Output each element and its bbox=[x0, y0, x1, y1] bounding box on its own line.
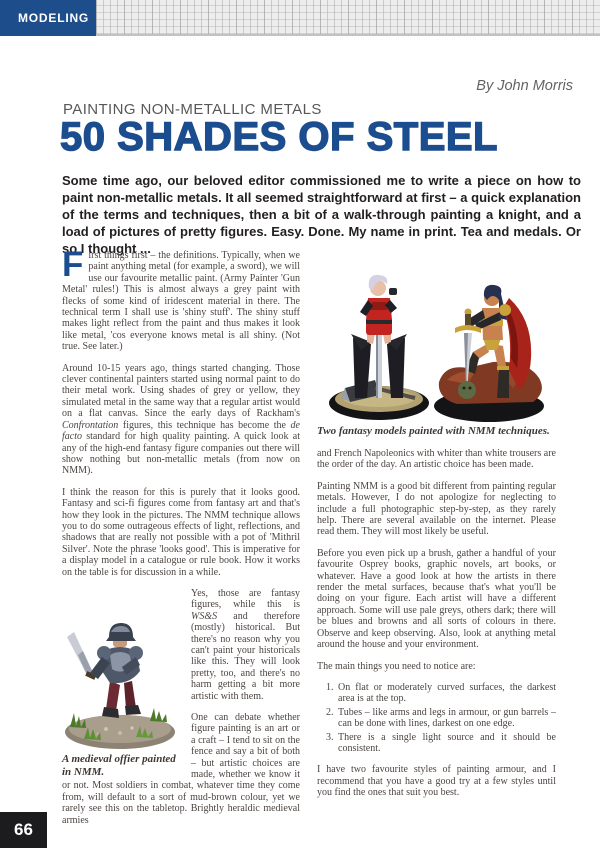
paragraph: First things first – the definitions. Typically, when we paint anything metal (for example, a sword), we will use our favourite metallic paint. (Army Painter 'Gun Metal' rules!) This is almost always a grey paint with flecks of some kind of iridescent material in there. The technical term I shall use is 'shiny stuff'. The shiny stuff makes light reflect from the paint and thus makes it look like metal, 'cos everyone knows metal is all shiny. (Not true. See later.) bbox=[62, 245, 300, 353]
right-column bbox=[317, 250, 556, 836]
paragraph: The main things you need to notice are: bbox=[317, 660, 476, 672]
section-label: MODELING bbox=[18, 11, 90, 25]
paragraph: Around 10-15 years ago, things started changing. Those clever continental painters started using normal paint to do their metal work. Using shades of grey or yellow, they simulated metal in the same way that a regular artist would on a flat canvas. Since the early days of Rackham's Confrontation figures, this technique has become the de facto standard for high quality painting. A quick look at any of the high-end fantasy figure companies out there will show nothing but non-metallic metals (from now on NMM). bbox=[62, 362, 300, 477]
page-number-box bbox=[0, 812, 47, 848]
paragraph: Before you even pick up a brush, gather a handful of your favourite Osprey books, graphic novels, art books, or whatever. Have a good look at how the artists in there render the metal surfaces, because that's what you'll be doing on your figure. Each artist will have a different approach. Some will use pale greys, others dark; there will be blues and browns and all sorts of colours in there. Observe and keep observing. Also, look at anything metal around the house and your environment. bbox=[317, 547, 556, 651]
models-photo-caption: Two fantasy models painted with NMM techniques. bbox=[317, 425, 550, 437]
knight-photo-caption: A medieval offier painted in NMM. bbox=[62, 752, 176, 778]
fantasy-models-photo bbox=[317, 250, 556, 422]
paragraph: Painting NMM is a good bit different from painting regular metals. However, I do not apologize for neglecting to include a full photographic step-by-step, as they rarely help. There are several available on the internet. Please read them. They will most likely be useful. bbox=[317, 480, 556, 538]
knight-photo-figure bbox=[62, 601, 184, 779]
list-item: 2. Tubes – like arms and legs in armour, or gun barrels – can be done with lines, darkest on one edge. bbox=[336, 707, 556, 730]
section-tab bbox=[0, 0, 96, 36]
knight-miniature-photo bbox=[62, 601, 184, 751]
kicker: PAINTING NON-METALLIC METALS bbox=[63, 101, 322, 118]
page-title: 50 SHADES OF STEEL bbox=[60, 115, 498, 159]
page-number: 66 bbox=[14, 820, 33, 839]
list-item: 1. On flat or moderately curved surfaces, the darkest area is at the top. bbox=[336, 682, 556, 705]
paragraph: One can debate whether figure painting is an art or a craft – I tend to sit on the fence and say a bit of both – but artistic choices are made, whether we know it or not. Most soldiers in combat, whatever time they come from, will default to a sort of mud-brown colour, yet we rarely see this on the tabletop. Brightly heraldic medieval armies bbox=[62, 712, 300, 826]
paragraph: I have two favourite styles of painting armour, and I recommend that you have a good try at a few styles until you find the ones that suit you best. bbox=[317, 764, 556, 799]
list-item: 3. There is a single light source and it should be consistent. bbox=[336, 732, 556, 755]
paragraph: and French Napoleonics with whiter than white trousers are the order of the day. An artistic choice has been made. bbox=[317, 448, 556, 471]
paragraph: I think the reason for this is purely that it looks good. Fantasy and sci-fi figures come from fantasy art and that's how they look in the pictures. The NMM technique allows you to do some outrageous effects of light, reflections, and shadows that are really not possible with a pot of 'Mithril Silver'. Note the phrase 'looks good'. This is imperative for a display model in a catalogue or rule book. How it works on the table is for discussion in a while. bbox=[62, 486, 300, 578]
byline: By John Morris bbox=[476, 78, 573, 94]
paragraph: A medieval offier painted in NMM. Yes, those are fantasy figures, while this is WS&S and therefore (mostly) historical. But there's no reason why you can't paint your historicals like this. They will look pretty, too, and there's no harm getting a bit more artistic with them. bbox=[62, 587, 300, 778]
intro-paragraph: Some time ago, our beloved editor commissioned me to write a piece on how to paint non-metallic metals. It all seemed straightforward at first – a quick explanation of the terms and techniques, then a bit of a walk-through painting a knight, and a load of pictures of pretty figures. Easy. Done. My name in print. Tea and medals. Or so I thought ... bbox=[62, 173, 581, 256]
header-band bbox=[0, 0, 600, 36]
grid-texture bbox=[96, 0, 600, 36]
article-body bbox=[62, 245, 556, 836]
left-column bbox=[62, 245, 300, 836]
drop-cap: F bbox=[62, 245, 84, 284]
notice-list bbox=[317, 682, 556, 754]
models-photo-figure bbox=[317, 250, 556, 438]
